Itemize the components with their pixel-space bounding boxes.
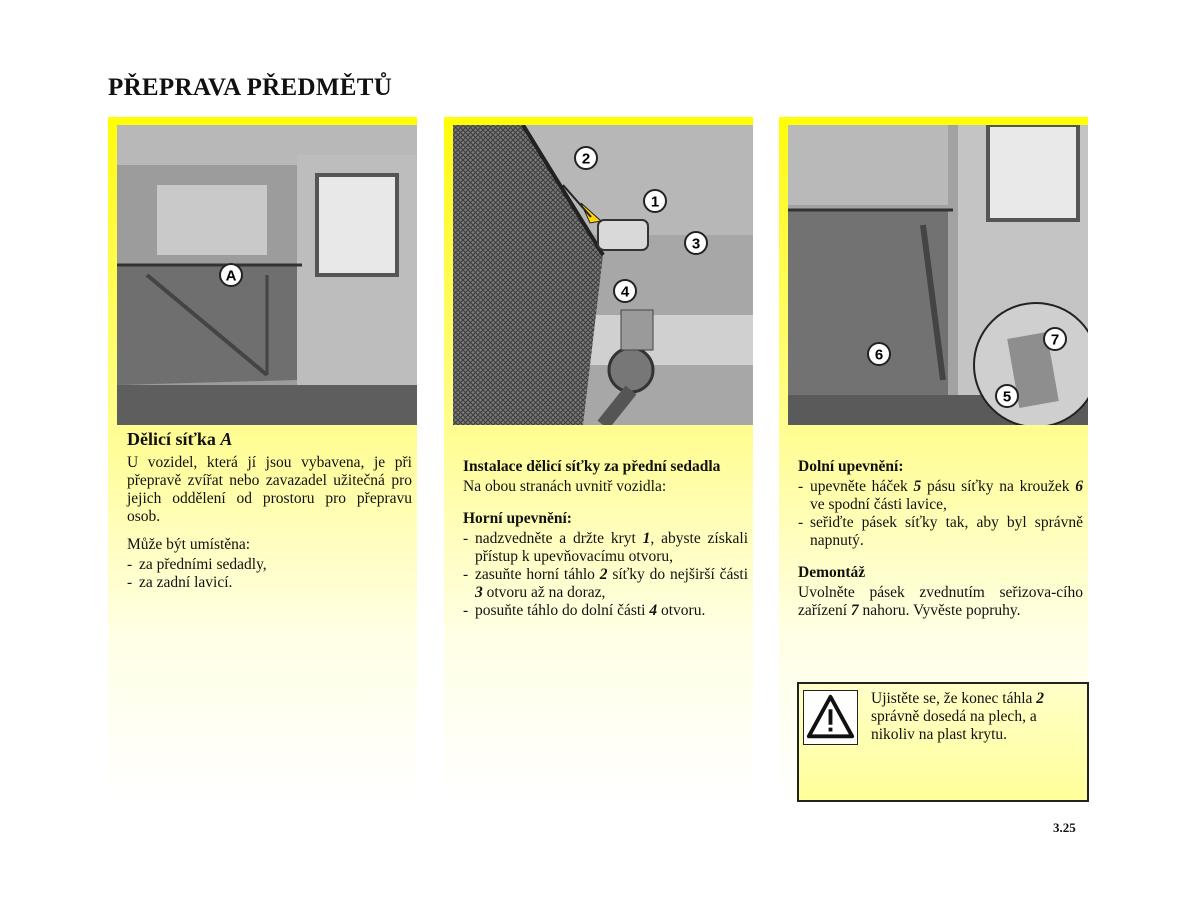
page-number: 3.25 <box>1053 820 1076 835</box>
upper-mount-steps <box>463 530 748 620</box>
paragraph-both-sides: Na obou stranách uvnitř vozidla: <box>463 478 667 495</box>
section-heading-removal: Demontáž <box>798 564 866 581</box>
step-text: posuňte táhlo do dolní části <box>475 602 650 619</box>
step-text: otvoru až na doraz, <box>482 584 606 601</box>
callout-6: 6 <box>874 346 884 364</box>
warning-ref: 2 <box>1036 690 1045 707</box>
callout-a: A <box>225 267 237 285</box>
list-item: - seřiďte pásek síťky tak, aby byl správně napnutý. <box>798 514 1083 550</box>
step-text: , abyste získali přístup k upevňovacímu otvoru, <box>475 530 749 565</box>
callout-5: 5 <box>1002 388 1012 406</box>
section-heading-divider-net <box>127 430 412 448</box>
photo-upper-mount-illustration <box>453 125 753 425</box>
placement-list <box>127 556 412 592</box>
step-text: pásu síťky na kroužek <box>921 478 1076 495</box>
section-heading-upper-mount: Horní upevnění: <box>463 510 572 527</box>
callout-2: 2 <box>581 150 591 168</box>
list-item <box>798 478 1083 514</box>
lower-mount-steps <box>798 478 1083 550</box>
paragraph-removal <box>798 584 1083 620</box>
column-installation <box>444 117 753 805</box>
paragraph-usage: U vozidel, která jí jsou vybavena, je při přepravě zvířat nebo zavazadel užitečná pro jejich oddělení od prostoru pro přepravu osob. <box>127 454 412 525</box>
section-heading-lower-mount: Dolní upevnění: <box>798 458 904 475</box>
list-item <box>463 602 748 620</box>
step-ref: 5 <box>913 478 922 495</box>
warning-triangle-icon <box>803 690 858 745</box>
photo-lower-mount <box>788 125 1088 425</box>
list-item: - za zadní lavicí. <box>127 574 412 592</box>
callout-7: 7 <box>1050 331 1060 349</box>
step-text: otvoru. <box>657 602 706 619</box>
page-title: PŘEPRAVA PŘEDMĚTŮ <box>108 74 393 101</box>
callout-3: 3 <box>691 235 701 253</box>
photo-net-in-van <box>117 125 417 425</box>
list-item <box>463 530 748 566</box>
removal-text: nahoru. Vyvěste popruhy. <box>858 602 1021 619</box>
step-text: upevněte háček <box>810 478 914 495</box>
removal-ref: 7 <box>850 602 859 619</box>
photo-upper-mount <box>453 125 753 425</box>
step-ref: 4 <box>649 602 658 619</box>
callout-1: 1 <box>650 193 660 211</box>
warning-text-part: Ujistěte se, že konec táhla <box>871 690 1037 707</box>
warning-text-part: správně dosedá na plech, a nikoliv na plast krytu. <box>871 708 1037 743</box>
heading-ref: A <box>220 429 233 449</box>
removal-text: Uvolněte pásek zvednutím seřizova-cího zařízení <box>798 584 1083 619</box>
step-text: síťky do nejširší části <box>607 566 748 583</box>
paragraph-placement: Může být umístěna: <box>127 536 251 553</box>
step-text: nadzvedněte a držte kryt <box>475 530 643 547</box>
photo-net-in-van-illustration <box>117 125 417 425</box>
photo-lower-mount-illustration <box>788 125 1088 425</box>
step-ref: 3 <box>475 584 483 601</box>
step-ref: 1 <box>642 530 651 547</box>
step-ref: 6 <box>1075 478 1083 495</box>
step-text: ve spodní části lavice, <box>810 496 947 513</box>
step-text: zasuňte horní táhlo <box>475 566 600 583</box>
section-heading-installation: Instalace dělicí síťky za přední sedadla <box>463 458 721 475</box>
step-ref: 2 <box>599 566 608 583</box>
warning-text <box>871 690 1079 744</box>
list-item <box>463 566 748 602</box>
column-divider-net <box>108 117 417 805</box>
list-item: - za předními sedadly, <box>127 556 412 574</box>
callout-4: 4 <box>620 283 630 301</box>
heading-text: Dělicí síťka <box>127 429 216 449</box>
warning-box <box>797 682 1089 802</box>
